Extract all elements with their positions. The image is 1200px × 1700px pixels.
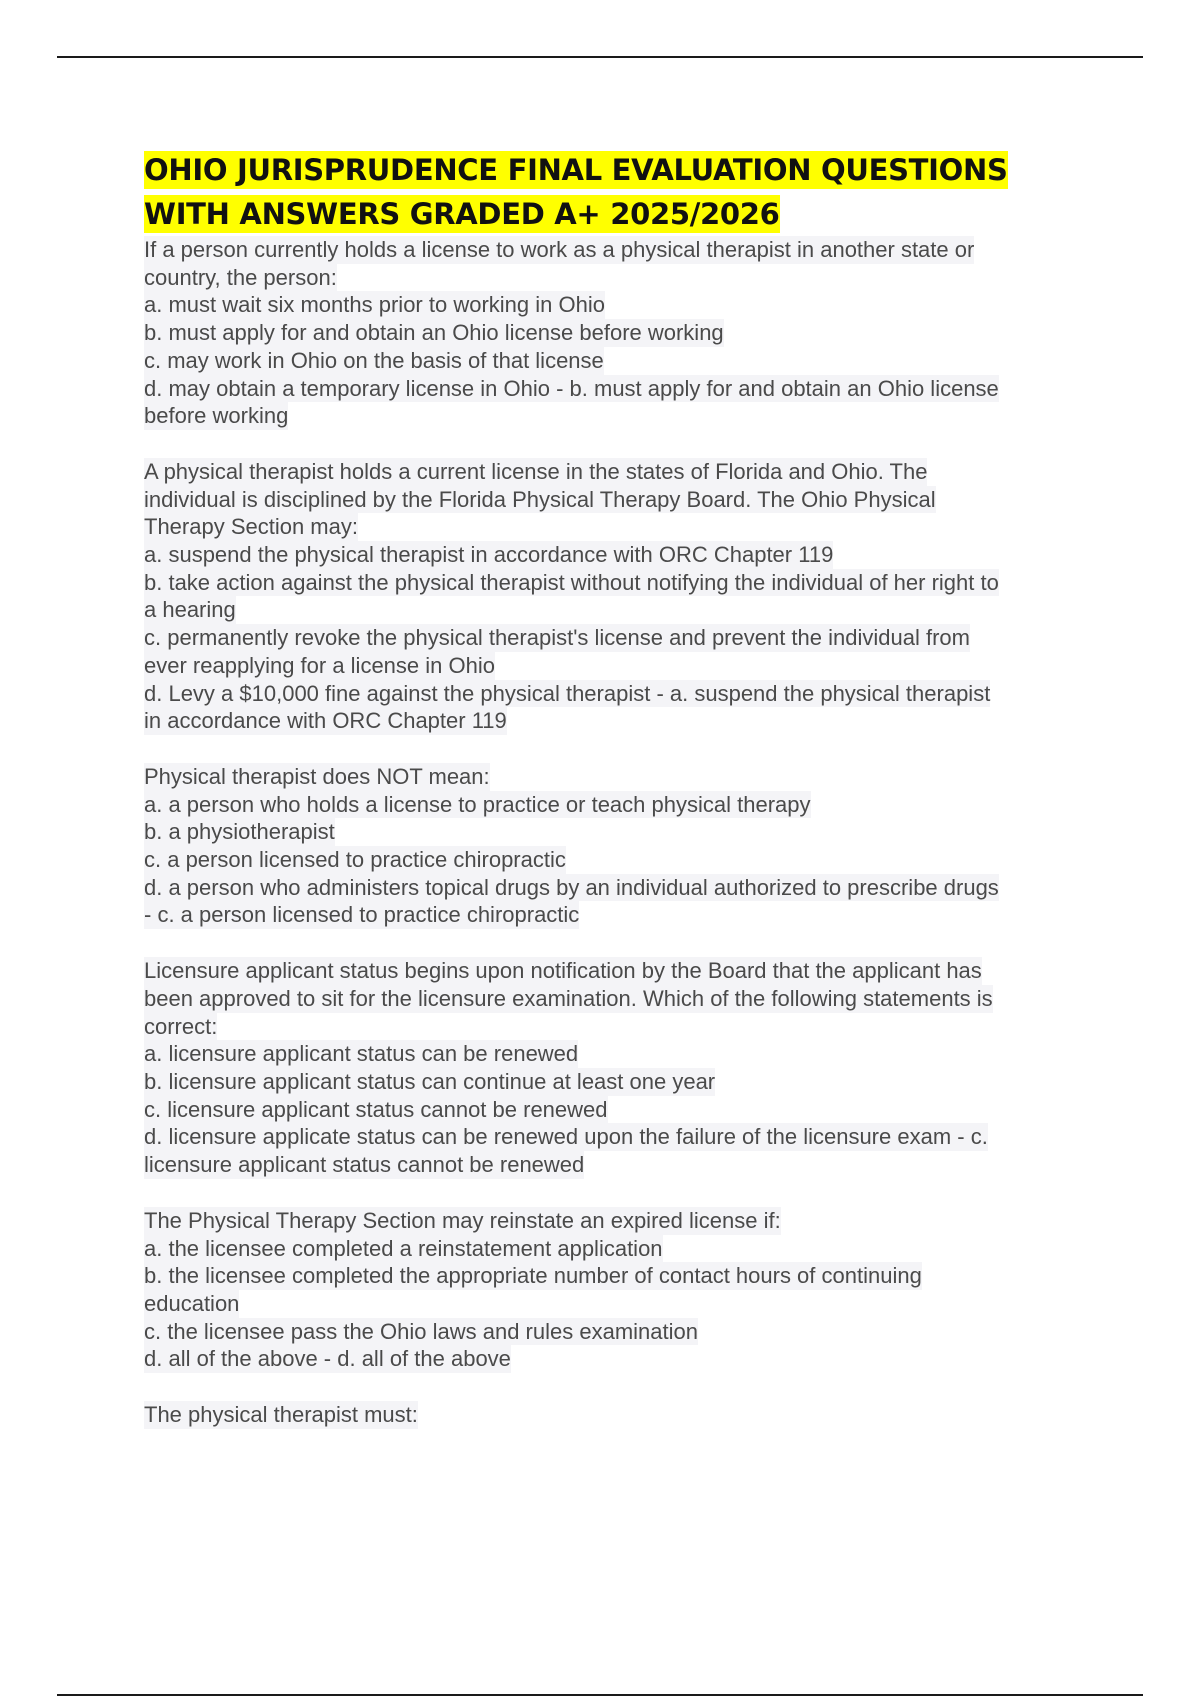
question-text-line: licensure applicant status cannot be renewed <box>144 1152 585 1178</box>
question-block <box>144 763 1104 929</box>
question-text-line: c. licensure applicant status cannot be renewed <box>144 1096 608 1122</box>
top-rule <box>57 56 1143 58</box>
question-list <box>144 236 1104 1429</box>
question-text-line: b. must apply for and obtain an Ohio license before working <box>144 320 724 346</box>
title-line-2: WITH ANSWERS GRADED A+ 2025/2026 <box>144 197 780 231</box>
question-text-line: a. a person who holds a license to practice or teach physical therapy <box>144 791 811 817</box>
question-block <box>144 236 1104 430</box>
question-text-line: a. suspend the physical therapist in accordance with ORC Chapter 119 <box>144 542 834 568</box>
question-text-line: a. must wait six months prior to working in Ohio <box>144 292 605 318</box>
question-text-line: a. the licensee completed a reinstatement application <box>144 1235 663 1261</box>
question-text-line: been approved to sit for the licensure examination. Which of the following statements is <box>144 985 993 1011</box>
question-text-line: d. a person who administers topical drugs by an individual authorized to prescribe drugs <box>144 874 999 900</box>
question-block <box>144 458 1104 735</box>
question-text-line: a. licensure applicant status can be renewed <box>144 1041 579 1067</box>
question-text-line: Physical therapist does NOT mean: <box>144 763 490 789</box>
title-line-1: OHIO JURISPRUDENCE FINAL EVALUATION QUESTIONS <box>144 153 1008 187</box>
bottom-rule <box>57 1694 1143 1696</box>
question-text-line: b. a physiotherapist <box>144 819 335 845</box>
question-text-line: b. licensure applicant status can continue at least one year <box>144 1068 716 1094</box>
question-text-line: The Physical Therapy Section may reinstate an expired license if: <box>144 1207 781 1233</box>
question-text-line: The physical therapist must: <box>144 1402 418 1428</box>
question-text-line: b. the licensee completed the appropriate number of contact hours of continuing <box>144 1263 922 1289</box>
question-text-line: b. take action against the physical therapist without notifying the individual of her right to <box>144 569 999 595</box>
question-text-line: d. Levy a $10,000 fine against the physical therapist - a. suspend the physical therapist <box>144 680 991 706</box>
question-text-line: a hearing <box>144 597 236 623</box>
question-text-line: d. all of the above - d. all of the above <box>144 1346 511 1372</box>
document-body <box>144 148 1104 1457</box>
question-text-line: individual is disciplined by the Florida Physical Therapy Board. The Ohio Physical <box>144 486 936 512</box>
document-title <box>144 148 1104 236</box>
question-text-line: education <box>144 1290 240 1316</box>
question-text-line: c. may work in Ohio on the basis of that license <box>144 347 604 373</box>
question-text-line: If a person currently holds a license to work as a physical therapist in another state or <box>144 237 975 262</box>
question-text-line: d. licensure applicate status can be renewed upon the failure of the licensure exam - c. <box>144 1124 988 1150</box>
question-text-line: before working <box>144 403 289 429</box>
question-text-line: correct: <box>144 1013 218 1039</box>
question-text-line: Therapy Section may: <box>144 514 358 540</box>
question-text-line: country, the person: <box>144 264 337 290</box>
question-text-line: d. may obtain a temporary license in Ohio - b. must apply for and obtain an Ohio license <box>144 375 999 401</box>
question-block <box>144 957 1104 1179</box>
question-text-line: in accordance with ORC Chapter 119 <box>144 708 507 734</box>
question-text-line: A physical therapist holds a current license in the states of Florida and Ohio. The <box>144 458 928 484</box>
question-text-line: Licensure applicant status begins upon notification by the Board that the applicant has <box>144 958 982 984</box>
question-text-line: c. the licensee pass the Ohio laws and rules examination <box>144 1318 698 1344</box>
question-block <box>144 1401 1104 1429</box>
question-text-line: - c. a person licensed to practice chiropractic <box>144 902 580 928</box>
question-text-line: ever reapplying for a license in Ohio <box>144 652 495 678</box>
question-text-line: c. permanently revoke the physical therapist's license and prevent the individual from <box>144 625 970 651</box>
question-block <box>144 1207 1104 1373</box>
question-text-line: c. a person licensed to practice chiropractic <box>144 847 566 873</box>
